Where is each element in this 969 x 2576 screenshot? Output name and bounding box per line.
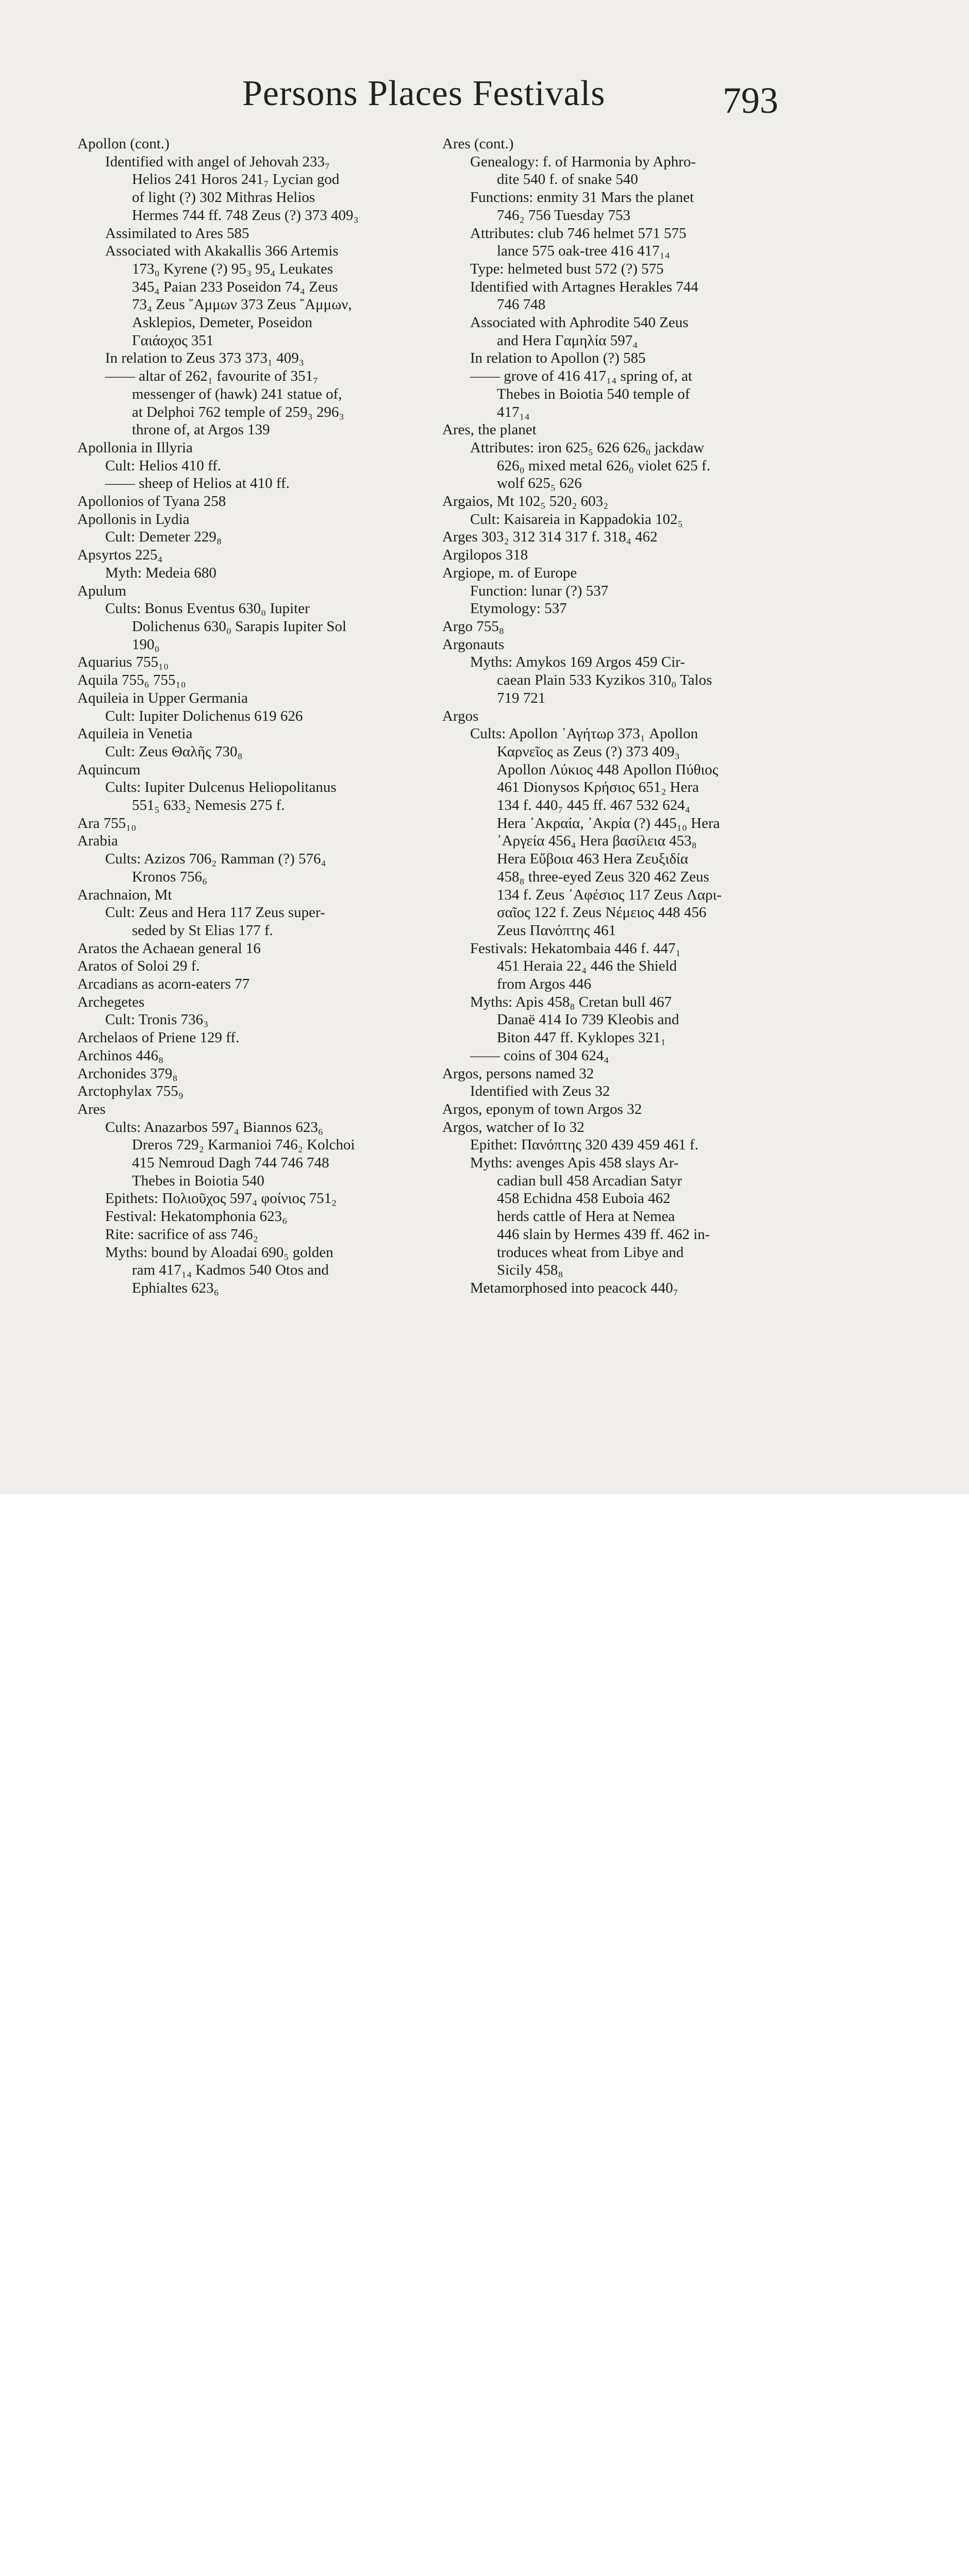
index-entry: Aquila 755₆ 755₁₀: [77, 672, 186, 689]
index-entry: σαῖος 122 f. Zeus Νέμειος 448 456: [497, 904, 707, 921]
index-entry: Ares, the planet: [442, 421, 537, 438]
index-entry: seded by St Elias 177 f.: [132, 922, 273, 939]
index-entry: Apollonios of Tyana 258: [77, 493, 226, 510]
index-entry: Arcadians as acorn-eaters 77: [77, 976, 250, 993]
index-entry: Biton 447 ff. Kyklopes 321₁: [497, 1029, 666, 1046]
index-entry: Cults: Apollon ᾿Αγήτωρ 373₁ Apollon: [470, 725, 698, 742]
index-entry: Associated with Aphrodite 540 Zeus: [470, 314, 689, 331]
index-entry: —— altar of 262₁ favourite of 351₇: [105, 368, 319, 385]
index-entry: —— grove of 416 417₁₄ spring of, at: [470, 368, 692, 385]
running-title: Persons Places Festivals: [242, 74, 606, 113]
index-entry: 134 f. Zeus ᾿Αφέσιος 117 Zeus Λαρι-: [497, 886, 722, 903]
index-entry: ram 417₁₄ Kadmos 540 Otos and: [132, 1262, 329, 1279]
index-entry: 458 Echidna 458 Euboia 462: [497, 1190, 671, 1207]
footer-bar: [0, 1494, 969, 1567]
index-entry: Identified with Zeus 32: [470, 1083, 610, 1100]
index-entry: troduces wheat from Libye and: [497, 1244, 684, 1261]
index-entry: cadian bull 458 Arcadian Satyr: [497, 1172, 682, 1189]
index-entry: Aratos of Soloi 29 f.: [77, 958, 200, 975]
index-entry: Καρνεῖος as Zeus (?) 373 409₃: [497, 743, 680, 760]
index-entry: Ara 755₁₀: [77, 815, 137, 832]
index-entry: Apollon (cont.): [77, 135, 170, 152]
index-entry: 415 Nemroud Dagh 744 746 748: [132, 1155, 329, 1172]
index-entry: Epithets: Πολιοῦχος 597₄ φοίνιος 751₂: [105, 1190, 337, 1207]
index-entry: 626₀ mixed metal 626₀ violet 625 f.: [497, 457, 711, 474]
index-entry: Hera Εὔβοια 463 Hera Ζευξιδία: [497, 851, 689, 868]
index-entry: Zeus Πανόπτης 461: [497, 922, 616, 939]
index-entry: Archonides 379₈: [77, 1065, 178, 1082]
index-entry: Dolichenus 630₀ Sarapis Iupiter Sol: [132, 618, 347, 635]
index-entry: 458₈ three-eyed Zeus 320 462 Zeus: [497, 868, 709, 885]
index-entry: Myth: Medeia 680: [105, 564, 216, 581]
index-entry: Arabia: [77, 833, 118, 850]
index-entry: 446 slain by Hermes 439 ff. 462 in-: [497, 1226, 710, 1243]
index-entry: Cult: Tronis 736₃: [105, 1011, 209, 1028]
index-entry: 345₄ Paian 233 Poseidon 74₄ Zeus: [132, 278, 338, 295]
index-entry: Aquarius 755₁₀: [77, 654, 169, 671]
index-entry: Hermes 744 ff. 748 Zeus (?) 373 409₃: [132, 207, 359, 224]
index-entry: Festivals: Hekatombaia 446 f. 447₁: [470, 940, 681, 957]
index-entry: Aquileia in Upper Germania: [77, 689, 248, 706]
index-entry: Argiope, m. of Europe: [442, 564, 577, 581]
index-entry: Archegetes: [77, 993, 145, 1010]
index-entry: dite 540 f. of snake 540: [497, 171, 638, 188]
index-entry: lance 575 oak-tree 416 417₁₄: [497, 243, 670, 260]
index-entry: Archelaos of Priene 129 ff.: [77, 1029, 240, 1046]
index-entry: 746 748: [497, 296, 546, 313]
index-entry: Γαιάοχος 351: [132, 332, 214, 349]
index-entry: Thebes in Boiotia 540: [132, 1172, 264, 1189]
index-entry: Genealogy: f. of Harmonia by Aphro-: [470, 153, 696, 170]
index-entry: Ephialtes 623₆: [132, 1280, 219, 1296]
index-entry: Epithet: Πανόπτης 320 439 459 461 f.: [470, 1137, 698, 1154]
index-entry: 173₀ Kyrene (?) 95₃ 95₄ Leukates: [132, 260, 333, 277]
index-entry: Argos, watcher of Io 32: [442, 1118, 584, 1136]
index-entry: Rite: sacrifice of ass 746₂: [105, 1226, 258, 1243]
index-entry: Kronos 756₆: [132, 868, 208, 885]
index-entry: Identified with Artagnes Herakles 744: [470, 278, 698, 295]
index-entry: Ares (cont.): [442, 135, 514, 152]
index-entry: Argilopos 318: [442, 547, 528, 564]
index-entry: Aratos the Achaean general 16: [77, 940, 261, 957]
index-entry: wolf 625₅ 626: [497, 475, 582, 492]
index-entry: caean Plain 533 Kyzikos 310₀ Talos: [497, 672, 712, 689]
index-entry: Type: helmeted bust 572 (?) 575: [470, 260, 664, 277]
index-entry: Arctophylax 755₉: [77, 1083, 183, 1100]
index-entry: Cults: Iupiter Dulcenus Heliopolitanus: [105, 779, 337, 796]
index-entry: at Delphoi 762 temple of 259₃ 296₃: [132, 403, 344, 420]
index-entry: Identified with angel of Jehovah 233₇: [105, 153, 330, 170]
index-entry: 461 Dionysos Κρήσιος 651₂ Hera: [497, 779, 699, 796]
index-entry: —— coins of 304 624₄: [470, 1047, 609, 1064]
index-entry: Danaë 414 Io 739 Kleobis and: [497, 1011, 679, 1028]
index-entry: Asklepios, Demeter, Poseidon: [132, 314, 313, 331]
index-entry: Cult: Iupiter Dolichenus 619 626: [105, 707, 303, 724]
index-entry: Cult: Helios 410 ff.: [105, 457, 222, 474]
index-entry: Myths: Amykos 169 Argos 459 Cir-: [470, 654, 686, 671]
index-entry: throne of, at Argos 139: [132, 421, 270, 438]
index-entry: In relation to Apollon (?) 585: [470, 350, 646, 367]
index-entry: Thebes in Boiotia 540 temple of: [497, 385, 690, 402]
index-entry: Etymology: 537: [470, 600, 567, 617]
index-entry: 134 f. 440₇ 445 ff. 467 532 624₄: [497, 797, 690, 814]
index-entry: of light (?) 302 Mithras Helios: [132, 189, 315, 206]
index-entry: ᾿Αργεία 456₄ Hera βασίλεια 453₈: [497, 833, 697, 850]
index-entry: 190₀: [132, 636, 160, 653]
index-entry: Sicily 458₈: [497, 1262, 563, 1279]
index-entry: Function: lunar (?) 537: [470, 582, 609, 599]
index-entry: Cult: Zeus Θαλῆς 730₈: [105, 743, 243, 760]
index-entry: —— sheep of Helios at 410 ff.: [105, 475, 290, 492]
index-entry: Attributes: club 746 helmet 571 575: [470, 225, 687, 242]
index-entry: Myths: bound by Aloadai 690₅ golden: [105, 1244, 333, 1261]
index-entry: Cults: Anazarbos 597₄ Biannos 623₆: [105, 1118, 323, 1136]
index-entry: 746₂ 756 Tuesday 753: [497, 207, 631, 224]
index-entry: Cults: Azizos 706₂ Ramman (?) 576₄: [105, 851, 326, 868]
index-entry: Attributes: iron 625₅ 626 626₀ jackdaw: [470, 439, 705, 456]
page-number: 793: [723, 80, 778, 121]
index-entry: Functions: enmity 31 Mars the planet: [470, 189, 694, 206]
index-entry: Metamorphosed into peacock 440₇: [470, 1280, 678, 1296]
index-entry: In relation to Zeus 373 373₁ 409₃: [105, 350, 304, 367]
index-column-left: [77, 135, 423, 1297]
index-entry: Myths: Apis 458₈ Cretan bull 467: [470, 993, 672, 1010]
index-entry: Argo 755₈: [442, 618, 504, 635]
index-entry: Hera ᾿Ακραία, ᾿Ακρία (?) 445₁₀ Hera: [497, 815, 720, 832]
index-entry: Helios 241 Horos 241₇ Lycian god: [132, 171, 340, 188]
index-entry: Festival: Hekatomphonia 623₆: [105, 1208, 288, 1225]
index-entry: Ares: [77, 1100, 106, 1117]
index-entry: Aquileia in Venetia: [77, 725, 193, 742]
index-entry: Argos, persons named 32: [442, 1065, 594, 1082]
index-entry: Myths: avenges Apis 458 slays Ar-: [470, 1155, 679, 1172]
index-entry: herds cattle of Hera at Nemea: [497, 1208, 675, 1225]
index-entry: and Hera Γαμηλία 597₄: [497, 332, 638, 349]
index-entry: Cult: Demeter 229₈: [105, 529, 222, 546]
index-entry: Apsyrtos 225₄: [77, 547, 163, 564]
index-entry: Aquincum: [77, 761, 141, 778]
index-entry: Cults: Bonus Eventus 630₀ Iupiter: [105, 600, 310, 617]
index-entry: Argos: [442, 707, 479, 724]
index-entry: Cult: Zeus and Hera 117 Zeus super-: [105, 904, 325, 921]
index-entry: 451 Heraia 22₄ 446 the Shield: [497, 958, 677, 975]
index-entry: Argos, eponym of town Argos 32: [442, 1100, 642, 1117]
index-entry: Archinos 446₈: [77, 1047, 164, 1064]
index-entry: Associated with Akakallis 366 Artemis: [105, 243, 339, 260]
index-entry: Assimilated to Ares 585: [105, 225, 249, 242]
index-entry: 417₁₄: [497, 403, 530, 420]
index-entry: Argaios, Mt 102₅ 520₂ 603₂: [442, 493, 609, 510]
index-entry: Apollonia in Illyria: [77, 439, 193, 456]
index-entry: 73₄ Zeus ῎Αμμων 373 Zeus ῎Αμμων,: [132, 296, 352, 313]
index-entry: 551₅ 633₂ Nemesis 275 f.: [132, 797, 285, 814]
index-entry: messenger of (hawk) 241 statue of,: [132, 385, 342, 402]
index-entry: Dreros 729₂ Karmanioi 746₂ Kolchoi: [132, 1137, 355, 1154]
index-entry: Apulum: [77, 582, 127, 599]
index-entry: Apollonis in Lydia: [77, 511, 190, 528]
index-entry: Argonauts: [442, 636, 505, 653]
index-entry: Apollon Λύκιος 448 Apollon Πύθιος: [497, 761, 719, 778]
index-entry: Arachnaion, Mt: [77, 886, 172, 903]
index-entry: 719 721: [497, 689, 546, 706]
index-column-right: [442, 135, 788, 1297]
index-entry: Arges 303₂ 312 314 317 f. 318₄ 462: [442, 529, 658, 546]
index-entry: from Argos 446: [497, 976, 592, 993]
index-entry: Cult: Kaisareia in Kappadokia 102₅: [470, 511, 683, 528]
